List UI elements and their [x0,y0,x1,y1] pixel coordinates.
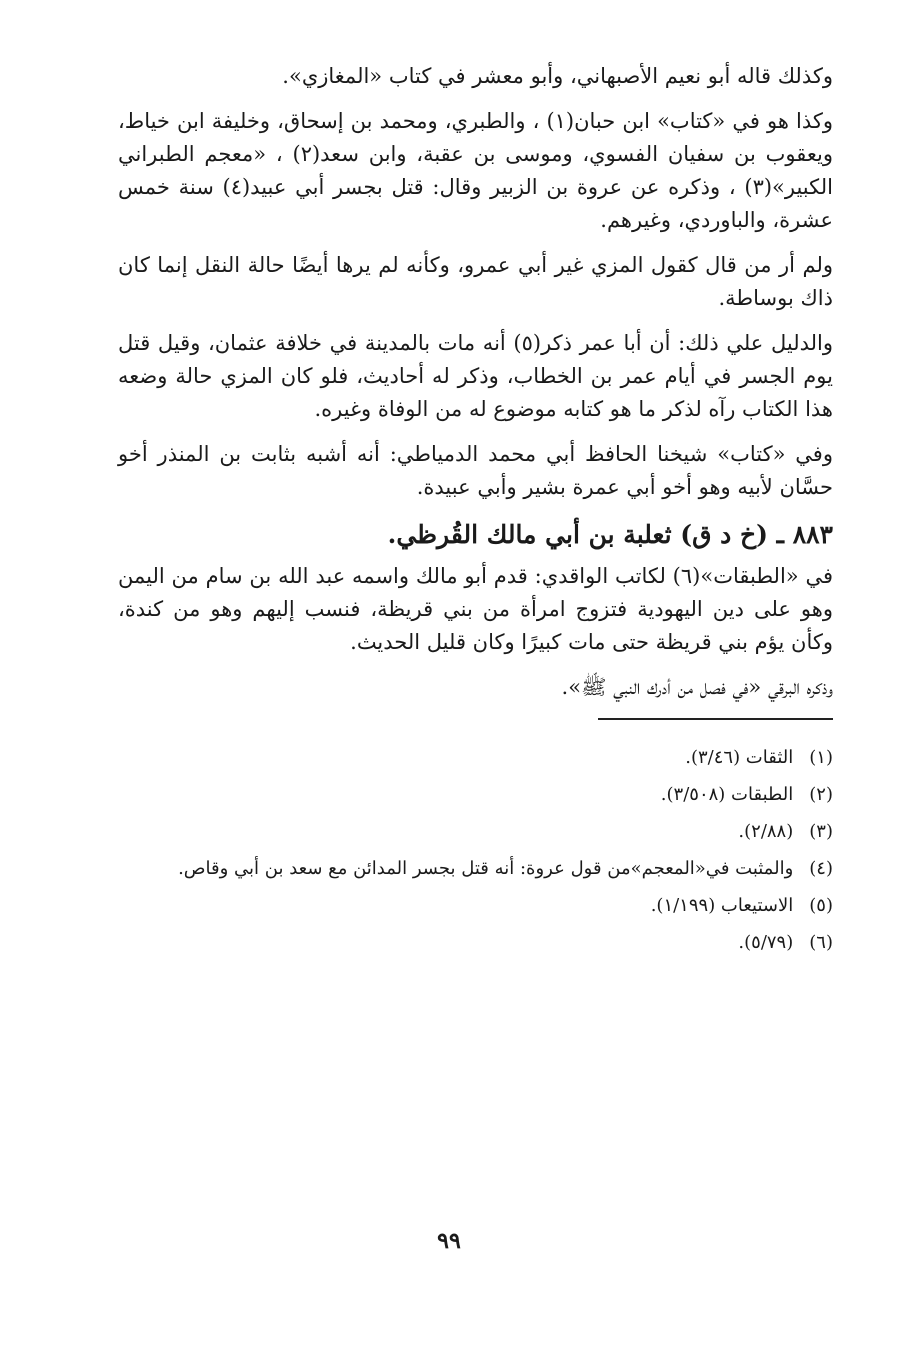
footnote-number: (٤) [809,858,833,879]
footnote-number: (١) [809,747,833,768]
paragraph-1: وكذلك قاله أبو نعيم الأصبهاني، وأبو معشر في كتاب «المغازي». [282,64,833,88]
entry-paragraph-2: وذكره البرقي «في فصل من أدرك النبي ﷺ». [561,675,833,699]
page-number: ٩٩ [437,1228,461,1254]
footnote-text: (٥/٧٩). [738,932,794,953]
entry-heading: ٨٨٣ ـ (خ د ق) ثعلبة بن أبي مالك القُرظي. [387,520,833,549]
paragraph-2: وكذا هو في «كتاب» ابن حبان(١) ، والطبري، ومحمد بن إسحاق، وخليفة ابن خياط، ويعقوب بن سفيان الفسوي، وموسى بن عقبة، وابن سعد(٢) ، «معجم الطبراني الكبير»(٣) ، وذكره عن عروة بن الزبير وقال: قتل بجسر أبي عبيد(٤) سنة خمس عشرة، والباوردي، وغيرهم. [118,109,833,232]
footnote-text: الاستيعاب (١/١٩٩). [650,895,794,916]
entry-paragraph-1: في «الطبقات»(٦) لكاتب الواقدي: قدم أبو مالك واسمه عبد الله بن سام من اليمن وهو على دين اليهودية فتزوج امرأة من بني قريظة، فنسب إليهم وهو من كندة، وكأن يؤم بني قريظة حتى مات كبيرًا وكان قليل الحديث. [118,564,834,654]
footnote [118,779,833,810]
page-body [118,60,833,964]
footnote-divider [598,718,833,720]
footnote-number: (٥) [809,895,833,916]
footnote [118,890,833,921]
footnote-number: (٢) [809,784,833,805]
paragraph-3: ولم أر من قال كقول المزي غير أبي عمرو، وكأنه لم يرها أيضًا حالة النقل إنما كان ذاك بوساطة. [118,253,833,310]
footnote [118,853,833,884]
footnote [118,742,833,773]
footnote-text: الثقات (٣/٤٦). [685,747,794,768]
footnote [118,927,833,958]
footnote-text: والمثبت في«المعجم»من قول عروة: أنه قتل بجسر المدائن مع سعد بن أبي وقاص. [178,858,794,879]
paragraph-4: والدليل علي ذلك: أن أبا عمر ذكر(٥) أنه مات بالمدينة في خلافة عثمان، وقيل قتل يوم الجسر في أيام عمر بن الخطاب، وذكر له أحاديث، فلو كان المزي حالة وضعه هذا الكتاب رآه لذكر ما هو كتابه موضوع له من الوفاة وغيره. [118,331,833,421]
footnote [118,816,833,847]
footnote-number: (٦) [809,932,833,953]
footnotes-list [118,742,833,958]
footnote-text: (٢/٨٨). [738,821,794,842]
footnote-text: الطبقات (٣/٥٠٨). [660,784,794,805]
footnote-number: (٣) [809,821,833,842]
paragraph-5: وفي «كتاب» شيخنا الحافظ أبي محمد الدمياطي: أنه أشبه بثابت بن المنذر أخو حسَّان لأبيه وهو أخو أبي عمرة بشير وأبي عبيدة. [118,442,833,499]
